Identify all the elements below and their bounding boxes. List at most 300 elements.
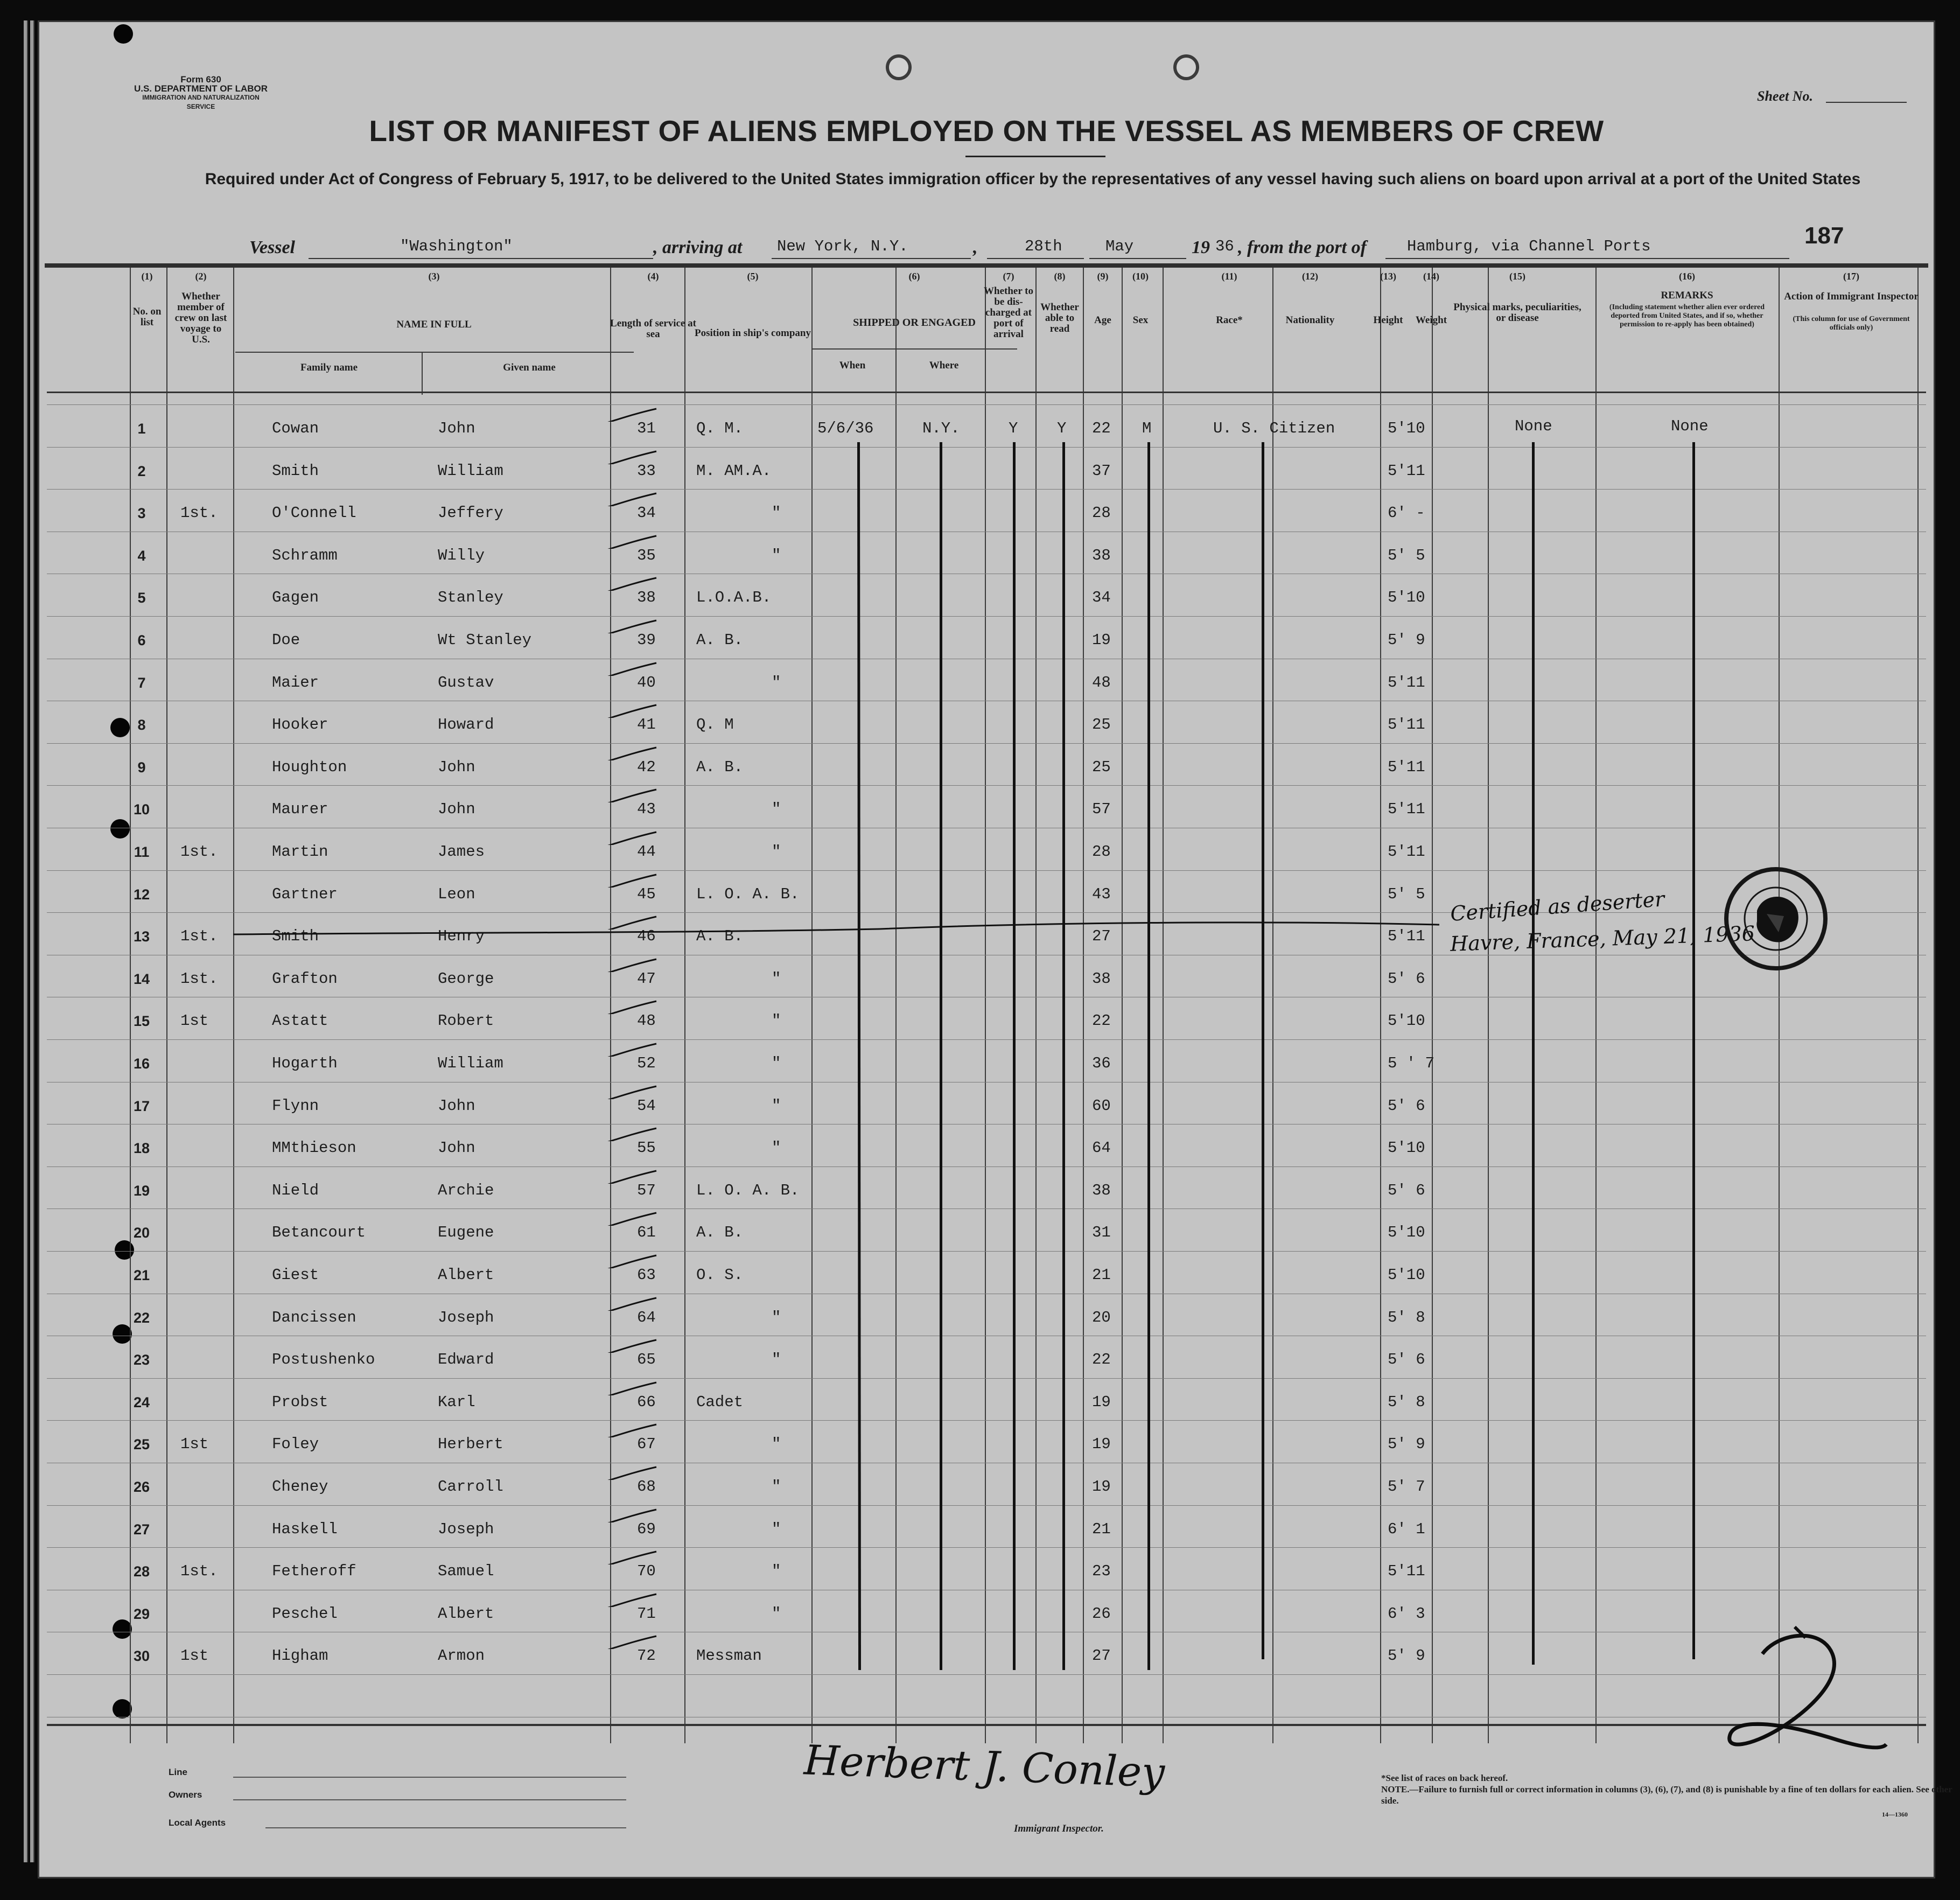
- row-24-family-name: Probst: [272, 1393, 328, 1411]
- row-25-age: 19: [1092, 1435, 1111, 1453]
- department-name: U.S. DEPARTMENT OF LABOR: [134, 83, 268, 94]
- departure-port: Hamburg, via Channel Ports: [1407, 238, 1651, 255]
- checkmark-icon: [605, 703, 659, 718]
- row-13-service-length: 46: [637, 927, 656, 945]
- row-21-given-name: Albert: [438, 1266, 494, 1284]
- row-29-height: 6' 3: [1388, 1605, 1425, 1623]
- header-bottom-rule: [47, 392, 1926, 393]
- col-5-label: Position in ship's company: [695, 327, 811, 339]
- row-11-service-length: 44: [637, 843, 656, 861]
- col-16-sublabel: (Including statement whether alien ever ordered deported from United States, and if so, whether permission to re-apply has been obtained): [1609, 303, 1765, 329]
- row-1-able-to-read: Y: [1057, 420, 1067, 437]
- row-17-family-name: Flynn: [272, 1097, 319, 1115]
- service-name: IMMIGRATION AND NATURALIZATION SERVICE: [142, 94, 260, 110]
- manifest-sheet: [38, 20, 1952, 1878]
- row-19-family-name: Nield: [272, 1182, 319, 1199]
- row-17-row-number: 17: [133, 1098, 150, 1114]
- col-9-number: (9): [1097, 271, 1109, 282]
- col-12-label: Nationality: [1285, 315, 1335, 326]
- row-1-sex: M: [1142, 420, 1152, 437]
- checkmark-icon: [605, 787, 659, 802]
- row-20-height: 5'10: [1388, 1224, 1425, 1241]
- arriving-label: , arriving at: [653, 238, 743, 257]
- row-19-service-length: 57: [637, 1182, 656, 1199]
- row-9-given-name: John: [438, 758, 475, 776]
- row-9-ship-position: A. B.: [696, 758, 744, 776]
- row-24-given-name: Karl: [438, 1393, 475, 1411]
- row-rule: [47, 1674, 1926, 1675]
- col-6-label: SHIPPED OR ENGAGED: [853, 317, 976, 329]
- page-stack-edge: [30, 20, 34, 1862]
- row-5-height: 5'10: [1388, 589, 1425, 606]
- row-15-last-voyage: 1st: [180, 1012, 209, 1030]
- form-code: 14—1360: [1882, 1811, 1908, 1818]
- from-label: , from the port of: [1238, 238, 1367, 257]
- row-29-row-number: 29: [133, 1606, 150, 1622]
- col-16-number: (16): [1679, 271, 1695, 282]
- arrival-month: May: [1105, 238, 1134, 255]
- row-1-physical-marks: None: [1515, 417, 1552, 435]
- row-28-last-voyage: 1st.: [180, 1562, 218, 1580]
- row-1-family-name: Cowan: [272, 420, 319, 437]
- line-field: [233, 1777, 626, 1778]
- row-23-row-number: 23: [133, 1352, 150, 1368]
- row-18-given-name: John: [438, 1139, 475, 1157]
- row-13-ship-position: A. B.: [696, 927, 744, 945]
- row-4-family-name: Schramm: [272, 547, 338, 564]
- row-1-given-name: John: [438, 420, 475, 437]
- footer-notes: [1381, 1772, 1960, 1806]
- row-28-given-name: Samuel: [438, 1562, 494, 1580]
- col-17-number: (17): [1843, 271, 1859, 282]
- row-17-height: 5' 6: [1388, 1097, 1425, 1115]
- row-17-age: 60: [1092, 1097, 1111, 1115]
- row-22-ship-position: ": [772, 1309, 781, 1326]
- row-18-service-length: 55: [637, 1139, 656, 1157]
- row-4-height: 5' 5: [1388, 547, 1425, 564]
- row-23-ship-position: ": [772, 1351, 781, 1368]
- row-rule: [47, 1039, 1926, 1040]
- col-6-where-label: Where: [929, 360, 959, 371]
- row-28-ship-position: ": [772, 1562, 781, 1580]
- row-28-age: 23: [1092, 1562, 1111, 1580]
- vessel-field-line: [309, 258, 653, 259]
- row-9-row-number: 9: [137, 759, 146, 776]
- page-number: 187: [1804, 222, 1844, 249]
- checkmark-icon: [605, 1634, 659, 1649]
- row-25-service-length: 67: [637, 1435, 656, 1453]
- row-22-age: 20: [1092, 1309, 1111, 1326]
- row-12-family-name: Gartner: [272, 885, 338, 903]
- row-15-ship-position: ": [772, 1012, 781, 1030]
- row-30-row-number: 30: [133, 1648, 150, 1664]
- row-6-given-name: Wt Stanley: [438, 631, 532, 649]
- row-13-height: 5'11: [1388, 927, 1425, 945]
- row-rule: [47, 870, 1926, 871]
- day-field-line: [987, 258, 1084, 259]
- col-1-number: (1): [141, 271, 153, 282]
- row-4-given-name: Willy: [438, 547, 485, 564]
- row-2-service-length: 33: [637, 462, 656, 480]
- row-14-height: 5' 6: [1388, 970, 1425, 988]
- row-5-row-number: 5: [137, 590, 146, 606]
- row-10-age: 57: [1092, 800, 1111, 818]
- ditto-line-where: [940, 442, 942, 1670]
- owners-label: Owners: [169, 1790, 202, 1800]
- row-21-service-length: 63: [637, 1266, 656, 1284]
- row-30-age: 27: [1092, 1647, 1111, 1665]
- row-rule: [47, 1420, 1926, 1421]
- row-24-ship-position: Cadet: [696, 1393, 744, 1411]
- penalty-note: NOTE.—Failure to furnish full or correct information in columns (3), (6), (7), and (8) is punishable by a fine of ten dollars for each alien. See other side.: [1381, 1784, 1952, 1806]
- inspector-title: Immigrant Inspector.: [1014, 1823, 1104, 1834]
- sheet-number-label: Sheet No.: [1757, 88, 1813, 104]
- checkmark-icon: [605, 1549, 659, 1564]
- checkmark-icon: [605, 1253, 659, 1268]
- checkmark-icon: [605, 1211, 659, 1226]
- row-29-given-name: Albert: [438, 1605, 494, 1623]
- row-22-service-length: 64: [637, 1309, 656, 1326]
- checkmark-icon: [605, 407, 659, 422]
- row-30-height: 5' 9: [1388, 1647, 1425, 1665]
- row-rule: [47, 447, 1926, 448]
- row-25-row-number: 25: [133, 1436, 150, 1452]
- checkmark-icon: [605, 449, 659, 464]
- row-28-service-length: 70: [637, 1562, 656, 1580]
- row-10-row-number: 10: [133, 801, 150, 818]
- row-6-row-number: 6: [137, 632, 146, 648]
- races-note: *See list of races on back hereof.: [1381, 1773, 1508, 1783]
- row-28-height: 5'11: [1388, 1562, 1425, 1580]
- row-30-last-voyage: 1st: [180, 1647, 209, 1665]
- row-27-height: 6' 1: [1388, 1520, 1425, 1538]
- row-3-family-name: O'Connell: [272, 504, 356, 522]
- year-suffix: 36: [1215, 238, 1234, 255]
- row-20-service-length: 61: [637, 1224, 656, 1241]
- col-11-label: Race*: [1216, 315, 1243, 326]
- checkmark-icon: [605, 1126, 659, 1141]
- grommet-ring: [1173, 54, 1199, 80]
- name-subheader-rule: [235, 352, 634, 353]
- row-18-ship-position: ": [772, 1139, 781, 1157]
- row-17-ship-position: ": [772, 1097, 781, 1115]
- col-8-number: (8): [1054, 271, 1066, 282]
- row-13-last-voyage: 1st.: [180, 927, 218, 945]
- col-15-label: Physical marks, peculiarities, or disease: [1453, 302, 1581, 324]
- ditto-line-sex: [1147, 442, 1150, 1670]
- ditto-line-nationality: [1262, 442, 1264, 1659]
- row-3-last-voyage: 1st.: [180, 504, 218, 522]
- row-29-age: 26: [1092, 1605, 1111, 1623]
- row-19-given-name: Archie: [438, 1182, 494, 1199]
- table-top-border: [45, 263, 1928, 268]
- checkmark-icon: [605, 661, 659, 676]
- col-9-label: Age: [1094, 315, 1111, 326]
- row-20-ship-position: A. B.: [696, 1224, 744, 1241]
- row-7-row-number: 7: [137, 675, 146, 691]
- col-17-label: Action of Immigrant Inspector: [1784, 291, 1919, 302]
- row-19-ship-position: L. O. A. B.: [696, 1182, 800, 1199]
- checkmark-icon: [605, 957, 659, 972]
- row-18-family-name: MMthieson: [272, 1139, 356, 1157]
- row-10-given-name: John: [438, 800, 475, 818]
- row-rule: [47, 616, 1926, 617]
- row-29-ship-position: ": [772, 1605, 781, 1623]
- row-27-age: 21: [1092, 1520, 1111, 1538]
- row-13-family-name: Smith: [272, 927, 319, 945]
- checkmark-icon: [605, 534, 659, 549]
- row-1-height: 5'10: [1388, 420, 1425, 437]
- row-6-height: 5' 9: [1388, 631, 1425, 649]
- row-14-age: 38: [1092, 970, 1111, 988]
- row-1-age: 22: [1092, 420, 1111, 437]
- row-rule: [47, 1547, 1926, 1548]
- row-26-age: 19: [1092, 1478, 1111, 1496]
- row-20-family-name: Betancourt: [272, 1224, 366, 1241]
- row-11-age: 28: [1092, 843, 1111, 861]
- row-12-row-number: 12: [133, 886, 150, 903]
- grommet-ring: [886, 54, 912, 80]
- owners-field: [233, 1799, 626, 1800]
- row-27-row-number: 27: [133, 1521, 150, 1538]
- consular-seal-stamp: [1719, 862, 1832, 975]
- row-1-shipped-where: N.Y.: [922, 420, 960, 437]
- row-14-last-voyage: 1st.: [180, 970, 218, 988]
- row-25-ship-position: ": [772, 1435, 781, 1453]
- row-11-last-voyage: 1st.: [180, 843, 218, 861]
- col-3-family-label: Family name: [300, 362, 358, 373]
- binding-hole: [115, 1240, 134, 1260]
- checkmark-icon: [605, 1592, 659, 1607]
- row-rule: [47, 1166, 1926, 1167]
- row-2-row-number: 2: [137, 463, 146, 479]
- row-15-height: 5'10: [1388, 1012, 1425, 1030]
- row-16-family-name: Hogarth: [272, 1054, 338, 1072]
- col-14-number: (14): [1423, 271, 1439, 282]
- row-2-ship-position: M. AM.A.: [696, 462, 772, 480]
- checkmark-icon: [605, 1507, 659, 1522]
- row-13-age: 27: [1092, 927, 1111, 945]
- row-26-height: 5' 7: [1388, 1478, 1425, 1496]
- row-26-row-number: 26: [133, 1479, 150, 1495]
- ditto-line-discharged: [1013, 442, 1016, 1670]
- binding-hole: [113, 1699, 132, 1719]
- col-8-label: Whether able to read: [1040, 302, 1079, 334]
- col-10-label: Sex: [1132, 315, 1149, 326]
- checkmark-icon: [605, 1380, 659, 1395]
- checkmark-icon: [605, 1042, 659, 1057]
- row-8-row-number: 8: [137, 717, 146, 733]
- row-18-age: 64: [1092, 1139, 1111, 1157]
- col-13-label: Height: [1373, 315, 1403, 326]
- row-18-row-number: 18: [133, 1140, 150, 1156]
- col-15-number: (15): [1509, 271, 1525, 282]
- row-26-service-length: 68: [637, 1478, 656, 1496]
- row-19-height: 5' 6: [1388, 1182, 1425, 1199]
- col-4-label: Length of service at sea: [610, 318, 696, 340]
- ditto-line-marks: [1532, 442, 1535, 1665]
- row-6-ship-position: A. B.: [696, 631, 744, 649]
- row-24-age: 19: [1092, 1393, 1111, 1411]
- col-7-label: Whether to be dis-charged at port of arrival: [984, 285, 1033, 340]
- row-3-ship-position: ": [772, 504, 781, 522]
- row-20-given-name: Eugene: [438, 1224, 494, 1241]
- row-19-age: 38: [1092, 1182, 1111, 1199]
- row-22-family-name: Dancissen: [272, 1309, 356, 1326]
- row-2-age: 37: [1092, 462, 1111, 480]
- row-3-service-length: 34: [637, 504, 656, 522]
- col-16-label: REMARKS: [1661, 290, 1713, 301]
- row-13-given-name: Henry: [438, 927, 485, 945]
- page-stack-edge: [24, 20, 28, 1862]
- row-14-ship-position: ": [772, 970, 781, 988]
- row-27-ship-position: ": [772, 1520, 781, 1538]
- checkmark-icon: [605, 1296, 659, 1311]
- row-11-ship-position: ": [772, 843, 781, 861]
- row-5-age: 34: [1092, 589, 1111, 606]
- row-25-given-name: Herbert: [438, 1435, 503, 1453]
- col-11-number: (11): [1221, 271, 1237, 282]
- row-25-height: 5' 9: [1388, 1435, 1425, 1453]
- row-22-height: 5' 8: [1388, 1309, 1425, 1326]
- row-2-height: 5'11: [1388, 462, 1425, 480]
- title-underline: [965, 156, 1105, 157]
- row-24-row-number: 24: [133, 1394, 150, 1410]
- year-prefix: 19: [1192, 238, 1210, 257]
- ditto-line-remarks: [1692, 442, 1695, 1659]
- col-2-number: (2): [195, 271, 207, 282]
- row-15-age: 22: [1092, 1012, 1111, 1030]
- col-3-number: (3): [428, 271, 440, 282]
- row-30-service-length: 72: [637, 1647, 656, 1665]
- form-number: Form 630: [180, 74, 221, 85]
- checkmark-icon: [605, 999, 659, 1014]
- row-4-service-length: 35: [637, 547, 656, 564]
- row-21-age: 21: [1092, 1266, 1111, 1284]
- binding-hole: [110, 819, 130, 839]
- departure-field-line: [1385, 258, 1789, 259]
- row-10-height: 5'11: [1388, 800, 1425, 818]
- row-10-service-length: 43: [637, 800, 656, 818]
- row-17-service-length: 54: [637, 1097, 656, 1115]
- row-10-ship-position: ": [772, 800, 781, 818]
- binding-hole: [113, 1619, 132, 1639]
- arrival-field-line: [772, 258, 971, 259]
- row-6-service-length: 39: [637, 631, 656, 649]
- row-16-ship-position: ": [772, 1054, 781, 1072]
- row-25-family-name: Foley: [272, 1435, 319, 1453]
- row-10-family-name: Maurer: [272, 800, 328, 818]
- row-rule: [47, 489, 1926, 490]
- row-27-family-name: Haskell: [272, 1520, 338, 1538]
- ditto-line-when: [857, 442, 861, 1670]
- row-5-family-name: Gagen: [272, 589, 319, 606]
- comma-separator: ,: [973, 238, 978, 257]
- row-4-age: 38: [1092, 547, 1111, 564]
- row-1-remarks: None: [1671, 417, 1709, 435]
- row-15-family-name: Astatt: [272, 1012, 328, 1030]
- row-1-race-nationality: U. S. Citizen: [1213, 420, 1335, 437]
- row-26-family-name: Cheney: [272, 1478, 328, 1496]
- row-1-row-number: 1: [137, 421, 146, 437]
- row-8-age: 25: [1092, 716, 1111, 734]
- row-16-row-number: 16: [133, 1056, 150, 1072]
- row-8-ship-position: Q. M: [696, 716, 734, 734]
- row-18-height: 5'10: [1388, 1139, 1425, 1157]
- row-7-ship-position: ": [772, 674, 781, 691]
- row-24-height: 5' 8: [1388, 1393, 1425, 1411]
- row-3-given-name: Jeffery: [438, 504, 503, 522]
- checkmark-icon: [605, 1422, 659, 1437]
- row-4-row-number: 4: [137, 548, 146, 564]
- row-1-shipped-when: 5/6/36: [817, 420, 874, 437]
- deserter-note-line-2: Havre, France, May 21, 1936: [1450, 921, 1755, 956]
- row-rule: [47, 785, 1926, 786]
- deserter-note-line-1: Certified as deserter: [1449, 887, 1665, 926]
- row-8-height: 5'11: [1388, 716, 1425, 734]
- row-rule: [47, 743, 1926, 744]
- row-11-given-name: James: [438, 843, 485, 861]
- row-11-row-number: 11: [134, 844, 150, 860]
- row-26-given-name: Carroll: [438, 1478, 503, 1496]
- col-3-label: NAME IN FULL: [396, 319, 472, 330]
- row-21-row-number: 21: [133, 1267, 150, 1283]
- row-21-height: 5'10: [1388, 1266, 1425, 1284]
- row-24-service-length: 66: [637, 1393, 656, 1411]
- row-1-ship-position: Q. M.: [696, 420, 744, 437]
- checkmark-icon: [605, 872, 659, 888]
- row-23-service-length: 65: [637, 1351, 656, 1368]
- row-15-given-name: Robert: [438, 1012, 494, 1030]
- row-29-service-length: 71: [637, 1605, 656, 1623]
- row-27-given-name: Joseph: [438, 1520, 494, 1538]
- row-3-height: 6' -: [1388, 504, 1425, 522]
- row-5-ship-position: L.O.A.B.: [696, 589, 772, 606]
- row-30-family-name: Higham: [272, 1647, 328, 1665]
- row-23-given-name: Edward: [438, 1351, 494, 1368]
- row-9-service-length: 42: [637, 758, 656, 776]
- row-7-family-name: Maier: [272, 674, 319, 691]
- row-26-ship-position: ": [772, 1478, 781, 1496]
- line-label: Line: [169, 1767, 187, 1777]
- local-agents-label: Local Agents: [169, 1818, 226, 1828]
- col-10-number: (10): [1132, 271, 1149, 282]
- row-7-service-length: 40: [637, 674, 656, 691]
- row-6-age: 19: [1092, 631, 1111, 649]
- sheet-number-field: [1826, 102, 1907, 103]
- row-4-ship-position: ": [772, 547, 781, 564]
- table-bottom-rule: [47, 1724, 1926, 1726]
- row-8-family-name: Hooker: [272, 716, 328, 734]
- row-1-service-length: 31: [637, 420, 656, 437]
- row-14-family-name: Grafton: [272, 970, 338, 988]
- row-13-row-number: 13: [133, 928, 150, 945]
- row-16-age: 36: [1092, 1054, 1111, 1072]
- col-7-number: (7): [1003, 271, 1014, 282]
- arrival-day: 28th: [1025, 238, 1062, 255]
- row-2-family-name: Smith: [272, 462, 319, 480]
- inspector-signature: Herbert J. Conley: [803, 1736, 1166, 1797]
- arrival-port: New York, N.Y.: [777, 238, 908, 255]
- col-17-sublabel: (This column for use of Government officials only): [1793, 315, 1910, 332]
- row-19-row-number: 19: [133, 1183, 150, 1199]
- row-17-given-name: John: [438, 1097, 475, 1115]
- row-8-service-length: 41: [637, 716, 656, 734]
- row-3-row-number: 3: [137, 505, 146, 521]
- row-1-discharged: Y: [1009, 420, 1018, 437]
- binding-hole: [114, 24, 133, 44]
- row-9-age: 25: [1092, 758, 1111, 776]
